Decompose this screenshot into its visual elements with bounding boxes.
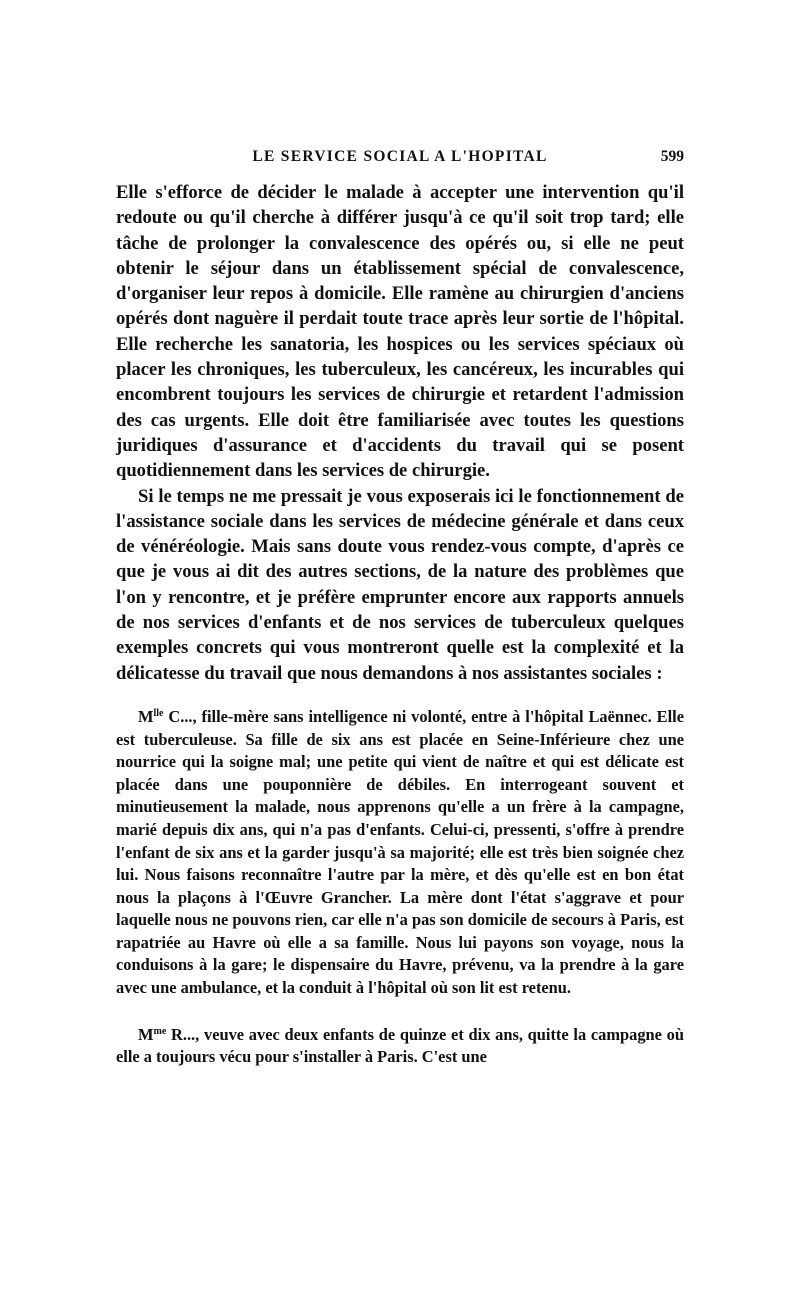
case-text: R..., veuve avec deux enfants de quinze et dix ans, quitte la campagne où elle a toujours vécu pour s'installer à Paris. C'est une xyxy=(116,1024,684,1067)
running-head xyxy=(116,146,684,168)
main-text xyxy=(116,180,684,686)
case-study-r xyxy=(116,1024,684,1069)
case-title-prefix: M xyxy=(138,706,154,726)
book-page xyxy=(116,146,684,1069)
paragraph-medicine: Si le temps ne me pressait je vous exposerais ici le fonctionnement de l'assistance sociale dans les services de médecine générale et dans ceux de vénéréologie. Mais sans doute vous rendez-vous compte, d'après ce que je vous ai dit des autres sections, de la nature des problèmes que l'on y rencontre, et je préfère emprunter encore aux rapports annuels de nos services d'enfants et de nos services de tuberculeux quelques exemples concrets qui vous montreront quelle est la complexité et la délicatesse du travail que nous demandons à nos assistantes sociales : xyxy=(116,485,684,684)
running-title: LE SERVICE SOCIAL A L'HOPITAL xyxy=(252,148,548,165)
paragraph-surgery: Elle s'efforce de décider le malade à accepter une intervention qu'il redoute ou qu'il cherche à différer jusqu'à ce qu'il soit trop tard; elle tâche de prolonger la convalescence des opérés ou, si elle ne peut obtenir le séjour dans un établissement spécial de convalescence, d'organiser leur repos à domicile. Elle ramène au chirurgien d'anciens opérés dont naguère il perdait toute trace après leur sortie de l'hôpital. Elle recherche les sanatoria, les hospices ou les services spéciaux où placer les chroniques, les tuberculeux, les cancéreux, les incurables qui encombrent toujours les services de chirurgie et retardent l'admission des cas urgents. Elle doit être familiarisée avec toutes les questions juridiques d'assurance et d'accidents du travail qui se posent quotidiennement dans les services de chirurgie. xyxy=(116,182,684,482)
case-title-superscript: me xyxy=(153,1025,167,1037)
case-text: C..., fille-mère sans intelligence ni volonté, entre à l'hôpital Laënnec. Elle est tuberculeuse. Sa fille de six ans est placée en Seine-Inférieure chez une nourrice qui la soigne mal; une petite qui vient de naître et qui est délicate est placée dans une pouponnière de débiles. En interrogeant souvent et minutieusement la malade, nous apprenons qu'elle a un frère à la campagne, marié depuis dix ans, qui n'a pas d'enfants. Celui-ci, pressenti, s'offre à prendre l'enfant de six ans et la garder jusqu'à sa majorité; elle est très bien soignée chez lui. Nous faisons reconnaître l'autre par la mère, et dès qu'elle est en bon état nous la plaçons à l'Œuvre Grancher. La mère dont l'état s'aggrave et pour laquelle nous ne pouvons rien, car elle n'a pas son domicile de secours à Paris, est rapatriée au Havre où elle a sa famille. Nous lui payons son voyage, nous la conduisons à la gare; le dispensaire du Havre, prévenu, va la prendre à la gare avec une ambulance, et la conduit à l'hôpital où son lit est retenu. xyxy=(116,706,684,998)
case-title-prefix: M xyxy=(138,1024,154,1044)
page-number: 599 xyxy=(660,148,684,165)
case-study-c xyxy=(116,706,684,1000)
case-title-superscript: lle xyxy=(153,707,164,719)
